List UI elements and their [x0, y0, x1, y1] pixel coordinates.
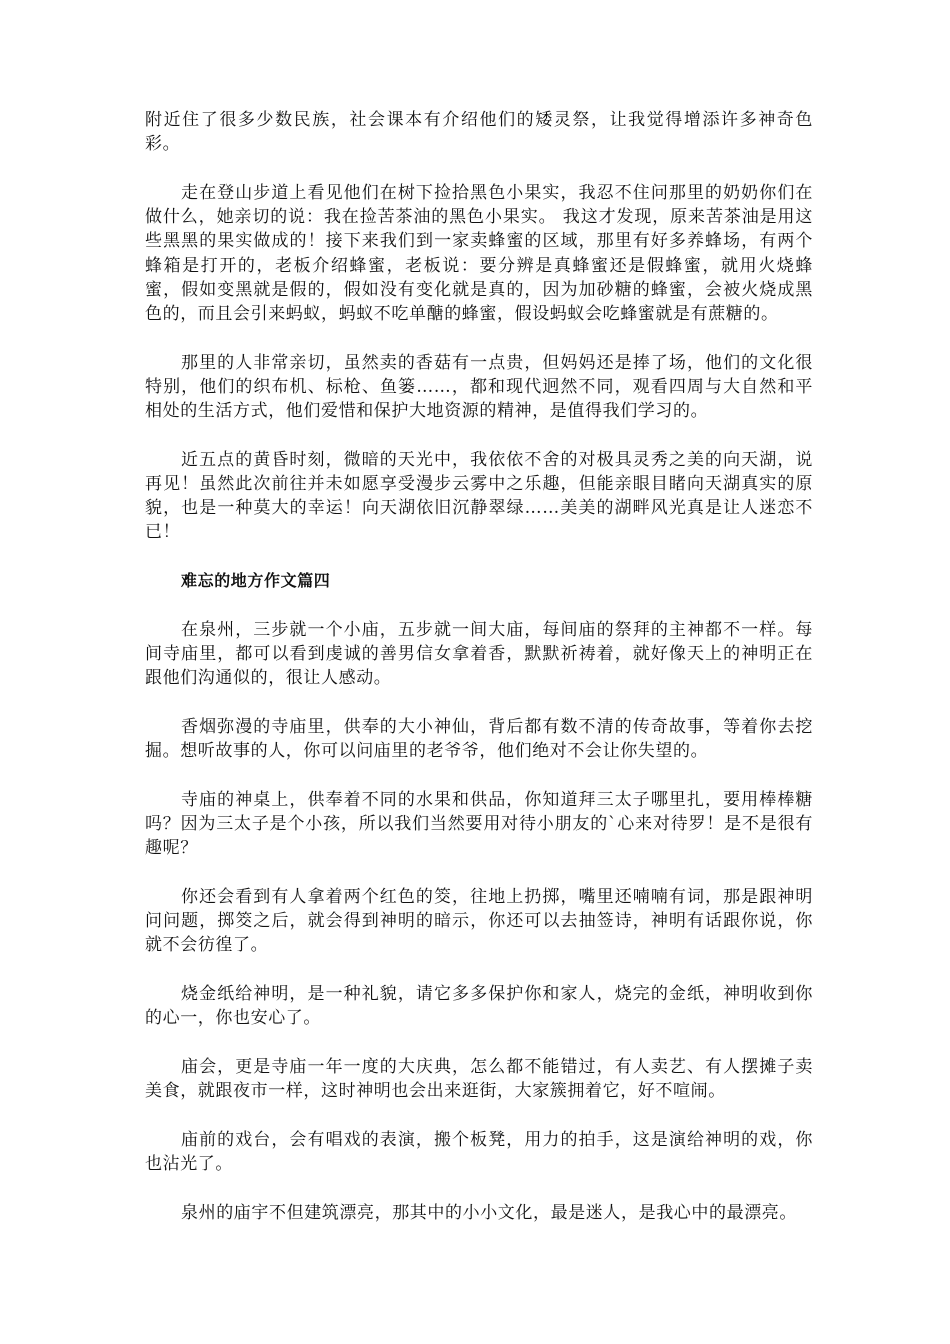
paragraph: 那里的人非常亲切，虽然卖的香菇有一点贵，但妈妈还是捧了场，他们的文化很特别，他们的织布机、标枪、鱼篓……，都和现代迥然不同，观看四周与大自然和平相处的生活方式，他们爱惜和保护大地资源的精神，是值得我们学习的。 — [145, 352, 813, 422]
paragraph: 泉州的庙宇不但建筑漂亮，那其中的小小文化，最是迷人，是我心中的最漂亮。 — [181, 1202, 797, 1223]
document-page — [145, 108, 813, 1249]
paragraph: 你还会看到有人拿着两个红色的筊，往地上扔掷，嘴里还喃喃有词，那是跟神明问问题，掷筊之后，就会得到神明的暗示，你还可以去抽签诗，神明有话跟你说，你就不会彷徨了。 — [145, 886, 813, 956]
paragraph: 近五点的黄昏时刻，微暗的天光中，我依依不舍的对极具灵秀之美的向天湖，说再见！虽然此次前往并未如愿享受漫步云雾中之乐趣，但能亲眼目睹向天湖真实的原貌，也是一种莫大的幸运！向天湖依旧沉静翠绿……美美的湖畔风光真是让人迷恋不已！ — [145, 449, 813, 543]
paragraph: 附近住了很多少数民族，社会课本有介绍他们的矮灵祭，让我觉得增添许多神奇色彩。 — [145, 110, 813, 155]
paragraph: 走在登山步道上看见他们在树下捡拾黑色小果实，我忍不住问那里的奶奶你们在做什么，她亲切的说：我在捡苦茶油的黑色小果实。 我这才发现，原来苦茶油是用这些黑黑的果实做成的！接下来我们到一家卖蜂蜜的区域，那里有好多养蜂场，有两个蜂箱是打开的，老板介绍蜂蜜，老板说：要分辨是真蜂蜜还是假蜂蜜，就用火烧蜂蜜，假如变黑就是假的，假如没有变化就是真的，因为加砂糖的蜂蜜，会被火烧成黑色的，而且会引来蚂蚁，蚂蚁不吃单醣的蜂蜜，假设蚂蚁会吃蜂蜜就是有蔗糖的。 — [145, 182, 813, 324]
paragraph: 在泉州，三步就一个小庙，五步就一间大庙，每间庙的祭拜的主神都不一样。每间寺庙里，都可以看到虔诚的善男信女拿着香，默默祈祷着，就好像天上的神明正在跟他们沟通似的，很让人感动。 — [145, 619, 813, 689]
section-heading: 难忘的地方作文篇四 — [181, 571, 331, 591]
paragraph: 烧金纸给神明，是一种礼貌，请它多多保护你和家人，烧完的金纸，神明收到你的心一，你也安心了。 — [145, 983, 813, 1029]
paragraph: 香烟弥漫的寺庙里，供奉的大小神仙，背后都有数不清的传奇故事，等着你去挖掘。想听故事的人，你可以问庙里的老爷爷，他们绝对不会让你失望的。 — [145, 716, 813, 762]
paragraph: 庙前的戏台，会有唱戏的表演，搬个板凳，用力的拍手，这是演给神明的戏，你也沾光了。 — [145, 1129, 813, 1174]
paragraph: 寺庙的神桌上，供奉着不同的水果和供品，你知道拜三太子哪里扎，要用棒棒糖吗？因为三太子是个小孩，所以我们当然要用对待小朋友的`心来对待罗！是不是很有趣呢？ — [145, 789, 813, 859]
paragraph: 庙会，更是寺庙一年一度的大庆典，怎么都不能错过，有人卖艺、有人摆摊子卖美食，就跟夜市一样，这时神明也会出来逛街，大家簇拥着它，好不喧闹。 — [145, 1056, 813, 1102]
